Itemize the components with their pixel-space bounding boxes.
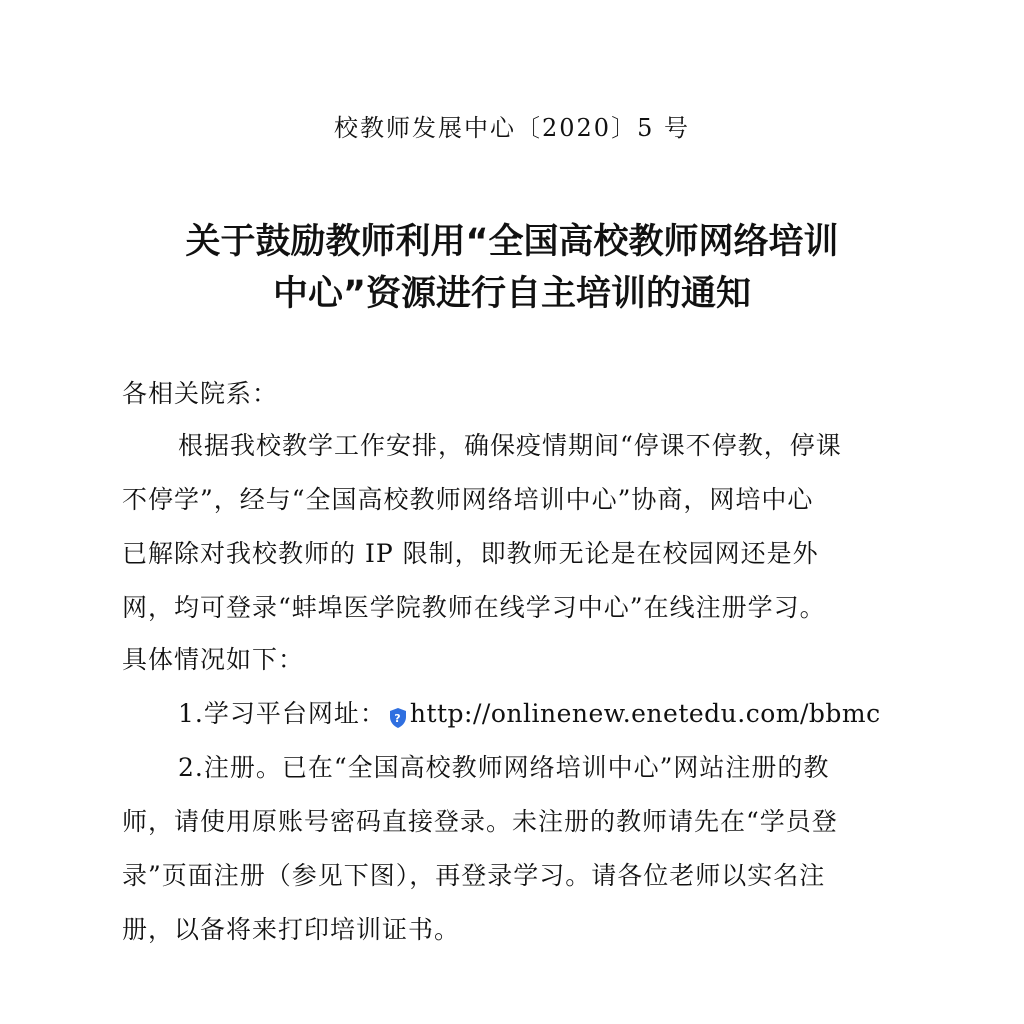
item-1-row <box>178 696 881 732</box>
platform-url-link[interactable]: http://onlinenew.enetedu.com/bbmc <box>409 699 881 728</box>
body-line-1: 根据我校教学工作安排，确保疫情期间“停课不停教，停课 <box>178 431 842 460</box>
item-2-line-2: 师，请使用原账号密码直接登录。未注册的教师请先在“学员登 <box>122 807 838 836</box>
document-number: 校教师发展中心〔2020〕5 号 <box>334 114 690 142</box>
item-1-label: 1.学习平台网址： <box>178 699 386 728</box>
item-2-line-1: 2.注册。已在“全国高校教师网络培训中心”网站注册的教 <box>178 753 830 782</box>
body-line-2: 不停学”，经与“全国高校教师网络培训中心”协商，网培中心 <box>122 485 814 514</box>
body-line-3: 已解除对我校教师的 IP 限制，即教师无论是在校园网还是外 <box>122 539 819 568</box>
svg-text:?: ? <box>394 712 402 725</box>
shield-icon <box>388 703 408 725</box>
salutation: 各相关院系： <box>122 379 279 408</box>
body-line-5: 具体情况如下： <box>122 645 305 674</box>
item-2-line-3: 录”页面注册（参见下图），再登录学习。请各位老师以实名注 <box>122 861 826 890</box>
document-title-line-2: 中心”资源进行自主培训的通知 <box>272 274 751 314</box>
item-2-line-4: 册，以备将来打印培训证书。 <box>122 915 461 944</box>
document-title-line-1: 关于鼓励教师利用“全国高校教师网络培训 <box>185 222 839 262</box>
body-line-4: 网，均可登录“蚌埠医学院教师在线学习中心”在线注册学习。 <box>122 593 826 622</box>
